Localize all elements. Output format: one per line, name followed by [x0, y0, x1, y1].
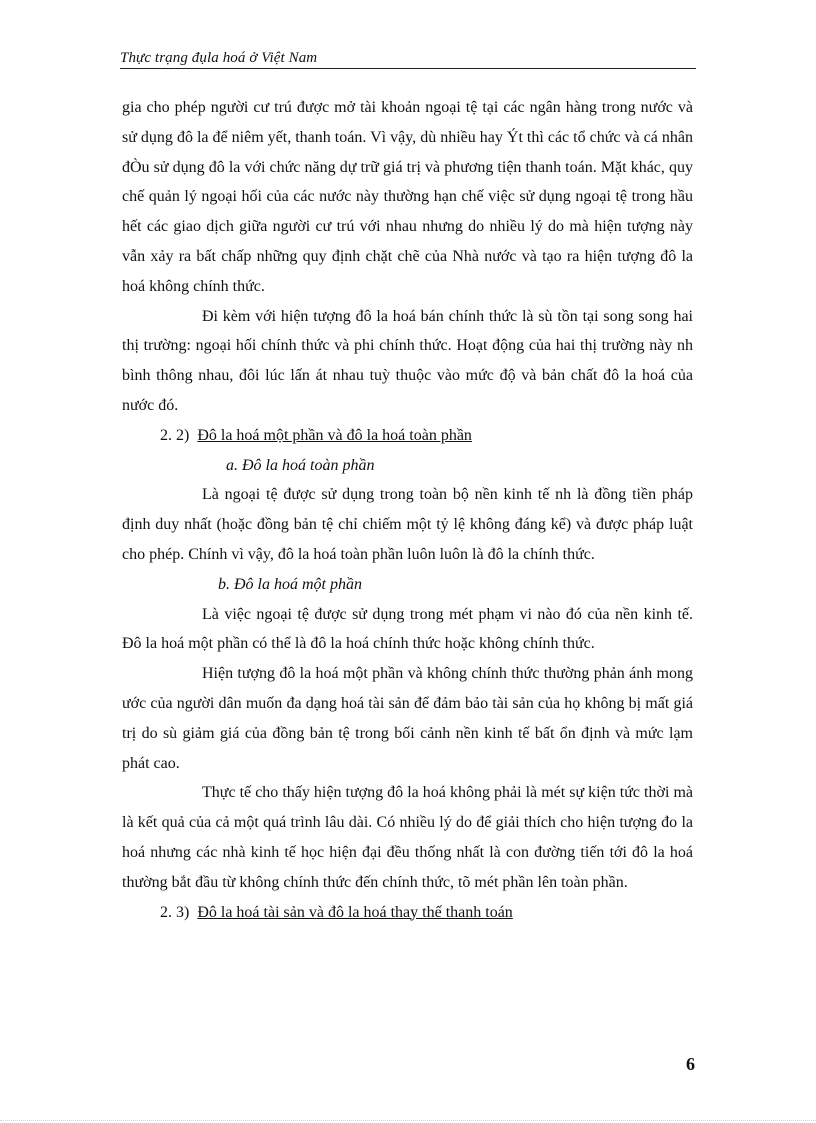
document-body: [122, 93, 693, 927]
footer-divider: [0, 1120, 816, 1121]
paragraph-6: Thực tế cho thấy hiện tượng đô la hoá không phải là mét sự kiện tức thời mà là kết quả của cả một quá trình lâu dài. Có nhiều lý do để giải thích cho hiện tượng đo la hoá nhưng các nhà kinh tế học hiện đại đều thống nhất là con đường tiến tới đô la hoá thường bắt đầu từ không chính thức đến chính thức, tõ mét phần lên toàn phần.: [122, 784, 693, 891]
section-number: 2. 2): [160, 426, 190, 444]
paragraph-1: gia cho phép người cư trú được mở tài khoản ngoại tệ tại các ngân hàng trong nước và sử dụng đô la để niêm yết, thanh toán. Vì vậy, dù nhiều hay Ýt thì các tổ chức và cá nhân đÒu sử dụng đô la với chức năng dự trữ giá trị và phương tiện thanh toán. Mặt khác, quy chế quản lý ngoại hối của các nước này thường hạn chế việc sử dụng ngoại tệ trong hầu hết các giao dịch giữa người cư trú với nhau nhưng do nhiều lý do mà hiện tượng này vẫn xảy ra bất chấp những quy định chặt chẽ của Nhà nước và tạo ra hiện tượng đô la hoá không chính thức.: [122, 99, 693, 295]
paragraph-2: Đi kèm với hiện tượng đô la hoá bán chính thức là sù tồn tại song song hai thị trường: ngoại hối chính thức và phi chính thức. Hoạt động của hai thị trường này nh bình thông nhau, đôi lúc lấn át nhau tuỳ thuộc vào mức độ và bản chất đô la hoá của nước đó.: [122, 307, 693, 414]
section-heading-2-3: [122, 898, 693, 928]
section-heading-2-2: [122, 421, 693, 451]
paragraph-5: Hiện tượng đô la hoá một phần và không chính thức thường phản ánh mong ước của người dân muốn đa dạng hoá tài sản để đảm bảo tài sản của họ không bị mất giá trị do sù giảm giá của đồng bản tệ trong bối cảnh nền kinh tế bất ổn định và mức lạm phát cao.: [122, 665, 693, 772]
running-header-title: Thực trạng đụla hoá ở Việt Nam: [120, 50, 318, 66]
section-title: Đô la hoá tài sản và đô la hoá thay thế thanh toán: [197, 903, 513, 921]
subheading-b: b. Đô la hoá một phần: [218, 575, 362, 593]
page-number: 6: [686, 1054, 695, 1074]
section-title: Đô la hoá một phần và đô la hoá toàn phần: [197, 426, 472, 444]
page-header: [120, 50, 696, 69]
paragraph-4: Là việc ngoại tệ được sử dụng trong mét phạm vi nào đó của nền kinh tế. Đô la hoá một phần có thể là đô la hoá chính thức hoặc không chính thức.: [122, 605, 693, 653]
subheading-a: a. Đô la hoá toàn phần: [226, 456, 375, 474]
paragraph-3: Là ngoại tệ được sử dụng trong toàn bộ nền kinh tế nh là đồng tiền pháp định duy nhất (hoặc đồng bản tệ chỉ chiếm một tỷ lệ không đáng kể) và được pháp luật cho phép. Chính vì vậy, đô la hoá toàn phần luôn luôn là đô la chính thức.: [122, 486, 693, 563]
section-number: 2. 3): [160, 903, 190, 921]
